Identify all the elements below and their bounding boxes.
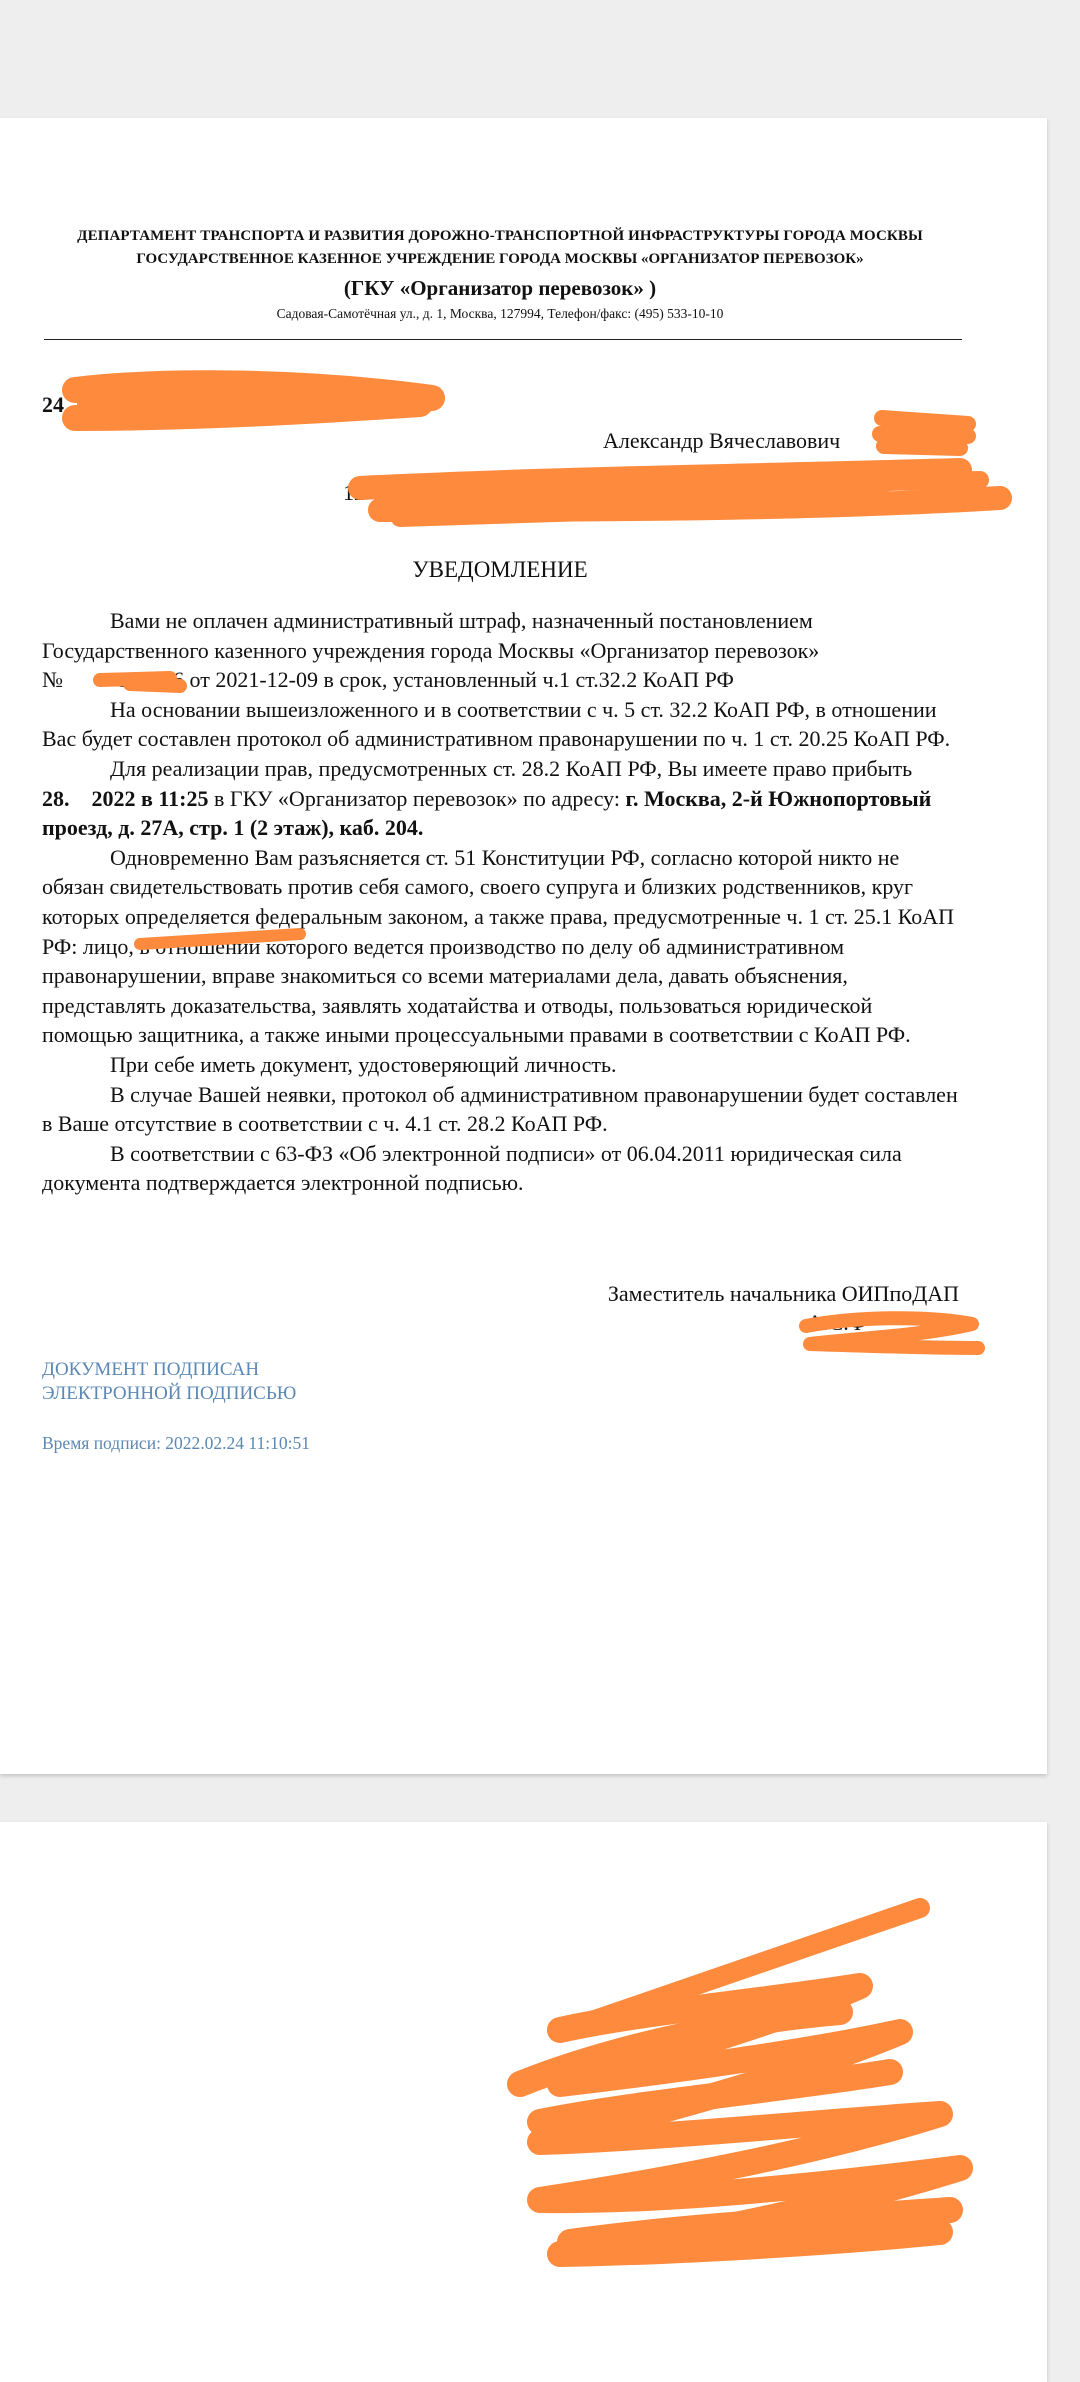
paragraph-e-signature: В соответствии с 63-ФЗ «Об электронной подписи» от 06.04.2011 юридическая сила документа подтверждается электронной подписью.: [42, 1140, 902, 1196]
recipient-name: Александр Вячеславович: [603, 428, 841, 453]
document-title: УВЕДОМЛЕНИЕ: [412, 557, 588, 582]
document-page-2: [0, 1822, 1047, 2382]
paragraph-appointment: Для реализации прав, предусмотренных ст. 28.2 КоАП РФ, Вы имеете право прибыть 28. 2022 в 11:25 в ГКУ «Организатор перевозок» по адресу: г. Москва, 2-й Южнопортовый проезд, д. 27А, стр. 1 (2 этаж), каб. 204.: [42, 755, 932, 841]
redaction-address-1: [360, 470, 1000, 510]
paragraph-id-document: При себе иметь документ, удостоверяющий личность.: [110, 1051, 617, 1077]
document-page-1: [0, 118, 1047, 1774]
paragraph-protocol: На основании вышеизложенного и в соответствии с ч. 5 ст. 32.2 КоАП РФ, в отношении Вас будет составлен протокол об административном правонарушении по ч. 1 ст. 20.25 КоАП РФ.: [42, 696, 951, 752]
paragraph-absence: В случае Вашей неявки, протокол об административном правонарушении будет составлен в Ваше отсутствие в соответствии с ч. 4.1 ст. 28.2 КоАП РФ.: [42, 1081, 958, 1137]
header-department: ДЕПАРТАМЕНТ ТРАНСПОРТА И РАЗВИТИЯ ДОРОЖНО-ТРАНСПОРТНОЙ ИНФРАСТРУКТУРЫ ГОРОДА МОСКВЫ: [77, 228, 923, 244]
header-address: Садовая-Самотёчная ул., д. 1, Москва, 127994, Телефон/факс: (495) 533-10-10: [276, 306, 724, 321]
header-institution: ГОСУДАРСТВЕННОЕ КАЗЕННОЕ УЧРЕЖДЕНИЕ ГОРОДА МОСКВЫ «ОРГАНИЗАТОР ПЕРЕВОЗОК»: [136, 251, 864, 267]
e-signature-stamp-line2: ЭЛЕКТРОННОЙ ПОДПИСЬЮ: [42, 1383, 297, 1404]
redaction-scribble-page2: [0, 1822, 1047, 2382]
recipient-address: 12: [343, 480, 365, 505]
document-body: [42, 606, 962, 1198]
header-divider: [44, 339, 962, 340]
redaction-address-2: [380, 480, 1000, 518]
paragraph-rights: Одновременно Вам разъясняется ст. 51 Конституции РФ, согласно которой никто не обязан свидетельствовать против себя самого, своего супруга и близких родственников, круг которых определяется федеральным законом, а также права, предусмотренные ч. 1 ст. 25.1 КоАП РФ: лицо, в отношении которого ведется производство по делу об административном правонарушении, вправе знакомиться со всеми материалами дела, давать объяснения, представлять доказательства, заявлять ходатайства и отводы, пользоваться юридической помощью защитника, а также иными процессуальными правами в соответствии с КоАП РФ.: [42, 844, 955, 1048]
header-short-name: (ГКУ «Организатор перевозок» ): [343, 276, 657, 300]
signer-name: А.С.Ф ов: [807, 1310, 959, 1335]
redaction-surname: [880, 418, 968, 448]
paragraph-fine: Вами не оплачен административный штраф, назначенный постановлением Государственного казенного учреждения города Москвы «Организатор перевозок» № 302406 от 2021-12-09 в срок, установленный ч.1 ст.32.2 КоАП РФ: [42, 608, 820, 693]
signer-title: Заместитель начальника ОИПпоДАП: [607, 1281, 959, 1306]
document-number: 24: [42, 392, 64, 417]
e-signature-time: Время подписи: 2022.02.24 11:10:51: [42, 1433, 311, 1453]
redaction-doc-number: [75, 383, 432, 418]
e-signature-stamp-line1: ДОКУМЕНТ ПОДПИСАН: [42, 1359, 260, 1380]
